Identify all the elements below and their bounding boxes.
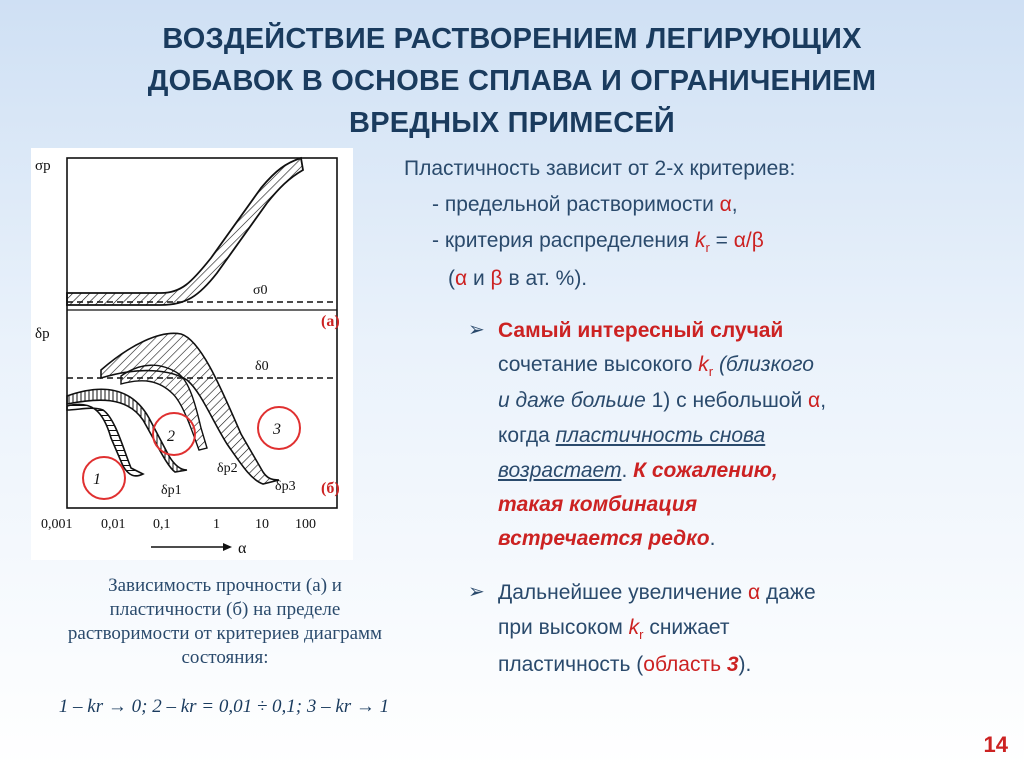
page-number: 14 (983, 732, 1008, 757)
figure-caption (0, 574, 450, 670)
bullet-2-line-3: пластичность (область 3). (498, 653, 752, 676)
bullet-1-arrow: ➢ (468, 319, 485, 341)
bullet-1-line-4: когда пластичность снова (498, 424, 766, 447)
delta-p1-label: δр1 (161, 483, 182, 498)
caption-formula: 1 – kr → 0; 2 – kr = 0,01 ÷ 0,1; 3 – kr → 1 (58, 696, 390, 717)
bullet-2-line-1: Дальнейшее увеличение α даже (498, 581, 816, 604)
alpha-symbol: α (719, 193, 732, 216)
caption-line-2: пластичности (б) на пределе (109, 599, 341, 620)
bullet-1-line-5: возрастает. К сожалению, (498, 459, 778, 482)
panel-b-label: (б) (321, 480, 340, 497)
bullet-2-arrow: ➢ (468, 581, 485, 603)
curve-3-label: 3 (273, 421, 281, 438)
title-line-1: ВОЗДЕЙСТВИЕ РАСТВОРЕНИЕМ ЛЕГИРУЮЩИХ (162, 23, 862, 55)
x-axis-label: α (238, 540, 247, 557)
slide-title (60, 18, 964, 144)
x-axis-arrowhead (223, 543, 232, 551)
bullet-1-heading: Самый интересный случай (498, 319, 784, 342)
x-tick-5: 10 (255, 517, 269, 532)
delta-p3-label: δр3 (275, 479, 296, 494)
x-tick-1: 0,001 (41, 517, 73, 532)
x-tick-labels (41, 517, 316, 532)
bullet-2-line-2: при высоком $k_r$ снижает (498, 616, 730, 643)
curve-2-label: 2 (167, 428, 175, 445)
sigma0-label: σ0 (253, 283, 268, 298)
strength-band (67, 158, 303, 305)
x-tick-3: 0,1 (153, 517, 171, 532)
title-line-3: ВРЕДНЫХ ПРИМЕСЕЙ (349, 107, 675, 139)
plot-frame (67, 158, 337, 508)
panel-a-label: (а) (321, 313, 340, 330)
caption-line-1: Зависимость прочности (а) и (108, 575, 342, 596)
delta0-label: δ0 (255, 359, 269, 374)
intro-line: Пластичность зависит от 2-х критериев: (404, 157, 796, 180)
y-label-sigma: σр (35, 158, 51, 174)
delta-p2-label: δр2 (217, 461, 238, 476)
units-note: (α и β в ат. %). (448, 267, 588, 290)
bullet-1-line-7: встречается редко. (498, 527, 716, 550)
bullet-1-line-6: такая комбинация (498, 493, 698, 516)
curve-1-circle (83, 457, 125, 499)
title-line-2: ДОБАВОК В ОСНОВЕ СПЛАВА И ОГРАНИЧЕНИЕМ (147, 65, 877, 97)
x-tick-6: 100 (295, 517, 316, 532)
figure-svg (31, 148, 353, 560)
criterion-2: - критерия распределения $k_r = \alpha/\beta$ (432, 229, 764, 256)
y-label-delta: δр (35, 326, 50, 342)
criterion-1: - предельной растворимости α, (432, 193, 738, 216)
x-tick-2: 0,01 (101, 517, 126, 532)
caption-line-4: состояния: (181, 647, 269, 668)
bullet-1-line-2: сочетание высокого $k_r$ (близкого (498, 353, 814, 380)
bullet-1-line-3: и даже больше 1) с небольшой α, (498, 389, 827, 412)
caption-line-3: растворимости от критериев диаграмм (67, 623, 383, 644)
plasticity-band-1 (67, 404, 143, 476)
strength-plasticity-figure (31, 148, 353, 560)
curve-1-label: 1 (93, 471, 101, 488)
x-tick-4: 1 (213, 517, 220, 532)
